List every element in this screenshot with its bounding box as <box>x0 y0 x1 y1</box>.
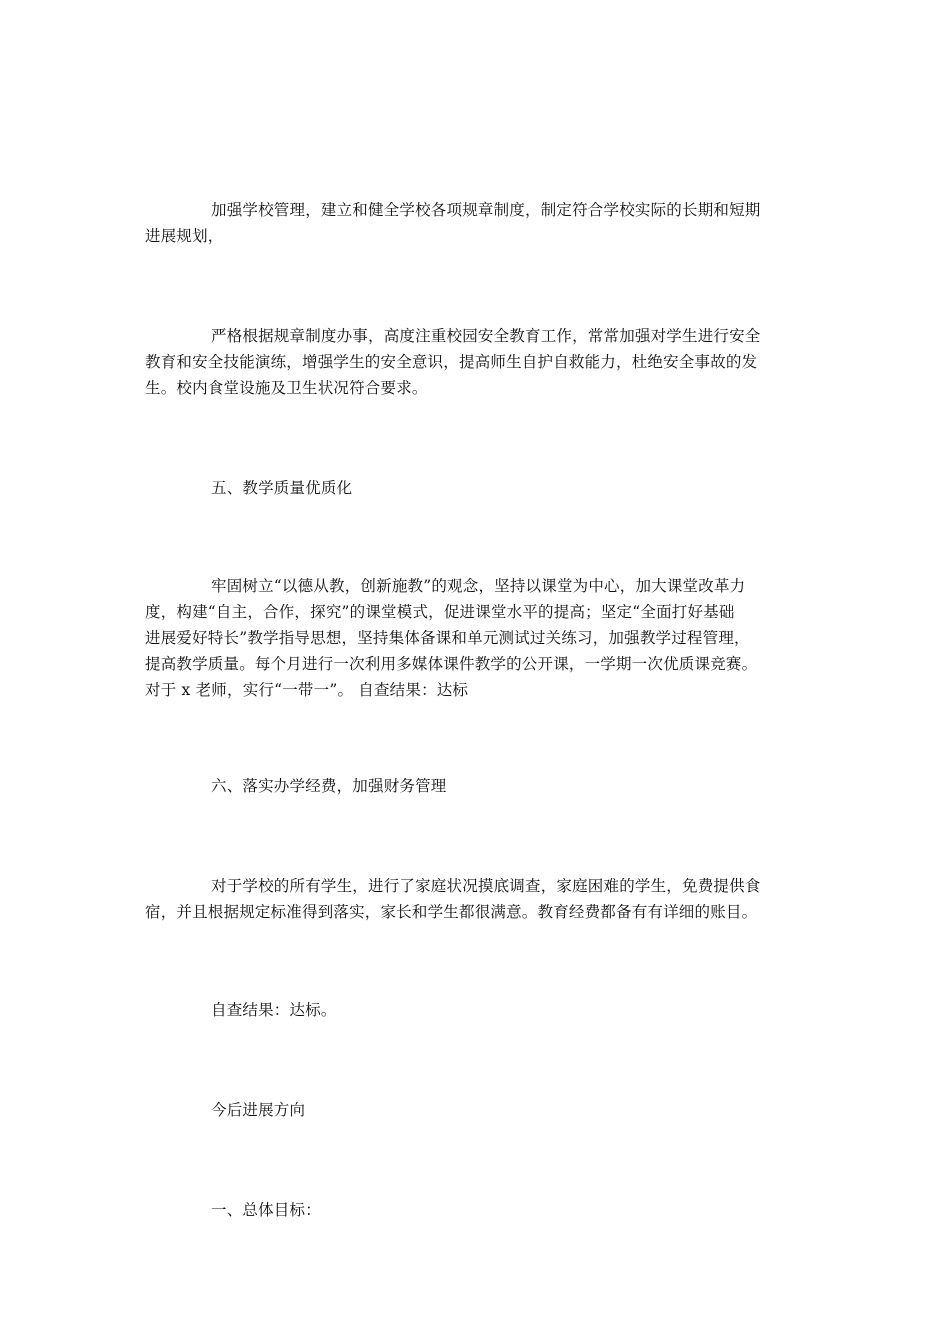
text-line: 牢固树立“以德从教，创新施教”的观念，坚持以课堂为中心，加大课堂改革力 <box>211 577 746 595</box>
text-line: 进展爱好特长”教学指导思想，坚持集体备课和单元测试过关练习，加强教学过程管理， <box>145 629 750 647</box>
text-line: 对于学校的所有学生，进行了家庭状况摸底调查，家庭困难的学生，免费提供食 <box>211 877 761 895</box>
self-check-result: 自查结果：达标。 <box>211 1001 337 1019</box>
paragraph-teaching-quality <box>145 573 810 703</box>
text-line: 严格根据规章制度办事，高度注重校园安全教育工作，常常加强对学生进行安全 <box>211 327 761 345</box>
section-heading-teaching-quality: 五、教学质量优质化 <box>211 479 353 497</box>
overall-goal-heading: 一、总体目标： <box>211 1201 321 1219</box>
text-line: 进展规划， <box>145 227 224 245</box>
text-line: 度，构建“自主，合作，探究”的课堂模式，促进课堂水平的提高；坚定“全面打好基础 <box>145 603 735 621</box>
text-line: 宿，并且根据规定标准得到落实，家长和学生都很满意。教育经费都备有有详细的账目。 <box>145 903 758 921</box>
text-line: 生。校内食堂设施及卫生状况符合要求。 <box>145 379 428 397</box>
text-line: 教育和安全技能演练，增强学生的安全意识，提高师生自护自救能力，杜绝安全事故的发 <box>145 353 758 371</box>
text-line: 加强学校管理，建立和健全学校各项规章制度，制定符合学校实际的长期和短期 <box>211 201 761 219</box>
section-heading-finance: 六、落实办学经费，加强财务管理 <box>211 777 447 795</box>
text-line: 对于 x 老师，实行“一带一”。 自查结果：达标 <box>145 681 469 699</box>
text-line: 提高教学质量。每个月进行一次利用多媒体课件教学的公开课，一学期一次优质课竞赛。 <box>145 655 758 673</box>
paragraph-school-management <box>145 197 810 249</box>
paragraph-finance <box>145 873 810 925</box>
future-direction-heading: 今后进展方向 <box>211 1101 306 1119</box>
paragraph-safety-education <box>145 323 810 401</box>
